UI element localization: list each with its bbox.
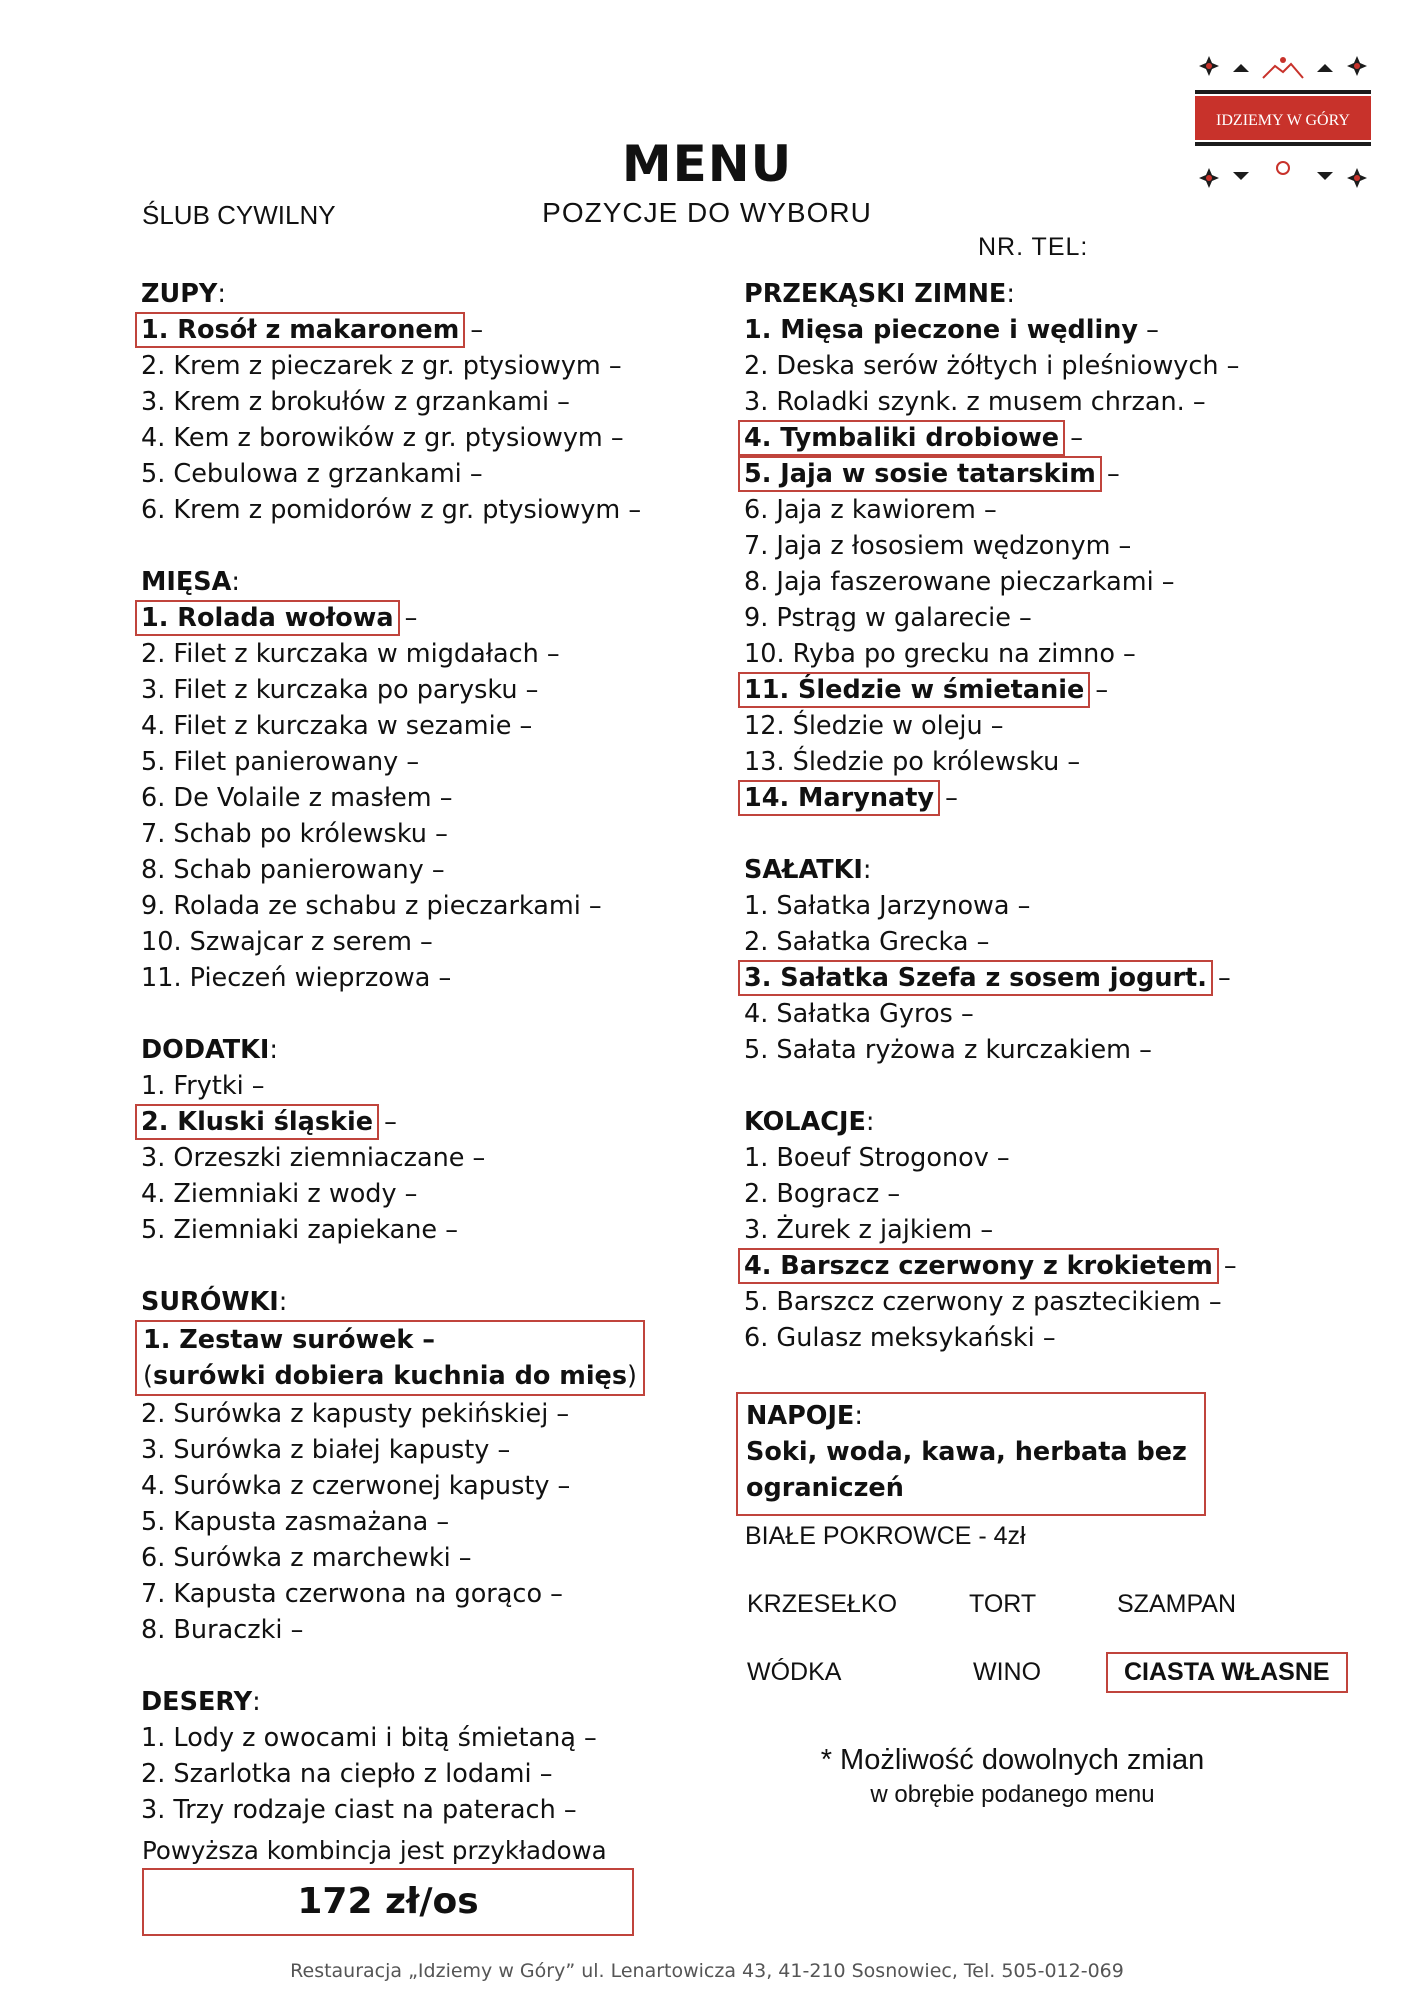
menu-item: 14. Marynaty – bbox=[744, 780, 1364, 816]
menu-item-label: 2. Szarlotka na ciepło z lodami bbox=[141, 1759, 532, 1789]
menu-item-label: 2. Bogracz bbox=[744, 1179, 880, 1209]
menu-item-label: 6. Krem z pomidorów z gr. ptysiowym bbox=[141, 495, 621, 525]
menu-item: 2. Deska serów żółtych i pleśniowych – bbox=[744, 351, 1240, 381]
menu-item-label: 8. Jaja faszerowane pieczarkami bbox=[744, 567, 1154, 597]
menu-item: 4. Barszcz czerwony z krokietem – bbox=[744, 1248, 1364, 1284]
menu-item: 4. Ziemniaki z wody – bbox=[141, 1179, 418, 1209]
menu-item: 4. Tymbaliki drobiowe – bbox=[744, 420, 1364, 456]
menu-item: 3. Trzy rodzaje ciast na paterach – bbox=[141, 1795, 577, 1825]
menu-item-label: 4. Ziemniaki z wody bbox=[141, 1179, 397, 1209]
drinks-heading: NAPOJE bbox=[746, 1401, 855, 1431]
section-salatki: SAŁATKI: 1. Sałatka Jarzynowa – 2. Sałatka Grecka – 3. Sałatka Szefa z sosem jogurt. – 4. Sałatka Gyros – 5. Sałata ryżowa z kurczakiem – bbox=[744, 852, 1364, 1068]
menu-item: 2. Bogracz – bbox=[744, 1179, 901, 1209]
menu-item-label: 3. Krem z brokułów z grzankami bbox=[141, 387, 550, 417]
menu-item: 7. Kapusta czerwona na gorąco – bbox=[141, 1579, 563, 1609]
menu-item-label: 4. Filet z kurczaka w sezamie bbox=[141, 711, 512, 741]
right-sections bbox=[744, 276, 1364, 1356]
phone-label: NR. TEL: bbox=[978, 233, 1089, 261]
menu-item-label: 5. Ziemniaki zapiekane bbox=[141, 1215, 438, 1245]
section-przekaski-zimne: PRZEKĄSKI ZIMNE: 1. Mięsa pieczone i wędliny – 2. Deska serów żółtych i pleśniowych – 3. Roladki szynk. z musem chrzan. – 4. Tymbaliki drobiowe – 5. Jaja w sosie tatarskim – 6. Jaja z kawiorem – 7. Jaja z łososiem wędzonym – 8. Jaja faszerowane pieczarkami – 9. Pstrąg w galarecie – 10. Ryba po grecku na zimno – 11. Śledzie w śmietanie – 12. Śledzie w oleju – 13. Śledzie po królewsku – 14. Marynaty – bbox=[744, 276, 1364, 816]
menu-item: 10. Szwajcar z serem – bbox=[141, 927, 433, 957]
example-note: Powyższa kombincja jest przykładowa bbox=[142, 1836, 607, 1865]
menu-item-label: 1. Mięsa pieczone i wędliny bbox=[744, 315, 1139, 345]
menu-column-left bbox=[141, 276, 701, 1864]
note-line-2: w obrębie podanego menu bbox=[870, 1781, 1155, 1808]
menu-item-label: 1. Lody z owocami i bitą śmietaną bbox=[141, 1723, 576, 1753]
menu-item: 2. Kluski śląskie – bbox=[141, 1104, 701, 1140]
section-kolacje: KOLACJE: 1. Boeuf Strogonov – 2. Bogracz – 3. Żurek z jajkiem – 4. Barszcz czerwony z krokietem – 5. Barszcz czerwony z pasztecikiem – 6. Gulasz meksykański – bbox=[744, 1104, 1364, 1356]
menu-item-label: 11. Śledzie w śmietanie bbox=[741, 675, 1087, 705]
menu-item: 8. Jaja faszerowane pieczarkami – bbox=[744, 567, 1175, 597]
menu-item-label: 3. Żurek z jajkiem bbox=[744, 1215, 973, 1245]
page-title: MENU bbox=[621, 135, 793, 193]
menu-item: 6. De Volaile z masłem – bbox=[141, 783, 453, 813]
menu-item: 3. Krem z brokułów z grzankami – bbox=[141, 387, 570, 417]
menu-item: 2. Surówka z kapusty pekińskiej – bbox=[141, 1399, 570, 1429]
footer-address: Restauracja „Idziemy w Góry” ul. Lenartowicza 43, 41-210 Sosnowiec, Tel. 505-012-069 bbox=[290, 1960, 1124, 1982]
menu-item-label: 4. Barszcz czerwony z krokietem bbox=[741, 1251, 1216, 1281]
menu-item-label: 2. Surówka z kapusty pekińskiej bbox=[141, 1399, 549, 1429]
menu-item-label: 13. Śledzie po królewsku bbox=[744, 747, 1060, 777]
menu-item: 1. Mięsa pieczone i wędliny – bbox=[744, 315, 1159, 345]
menu-item-label: 3. Surówka z białej kapusty bbox=[141, 1435, 490, 1465]
menu-item: 1. Rolada wołowa – bbox=[141, 600, 701, 636]
menu-item: 1. Zestaw surówek – (surówki dobiera kuchnia do mięs) bbox=[141, 1320, 701, 1396]
menu-item: 12. Śledzie w oleju – bbox=[744, 711, 1004, 741]
menu-item-label: 10. Szwajcar z serem bbox=[141, 927, 412, 957]
menu-item: 6. Gulasz meksykański – bbox=[744, 1323, 1056, 1353]
menu-item: 3. Surówka z białej kapusty – bbox=[141, 1435, 511, 1465]
menu-item-label: 6. Surówka z marchewki bbox=[141, 1543, 451, 1573]
section-heading: DESERY bbox=[141, 1687, 253, 1717]
menu-item: 4. Filet z kurczaka w sezamie – bbox=[141, 711, 533, 741]
menu-item-label: 7. Schab po królewsku bbox=[141, 819, 427, 849]
menu-item: 6. Jaja z kawiorem – bbox=[744, 495, 997, 525]
menu-item-label: 4. Kem z borowików z gr. ptysiowym bbox=[141, 423, 603, 453]
menu-item-label: 3. Trzy rodzaje ciast na paterach bbox=[141, 1795, 556, 1825]
menu-item: 5. Sałata ryżowa z kurczakiem – bbox=[744, 1035, 1152, 1065]
menu-item-label: 5. Barszcz czerwony z pasztecikiem bbox=[744, 1287, 1201, 1317]
menu-item-label: 4. Tymbaliki drobiowe bbox=[741, 423, 1062, 453]
menu-item-label: 6. Gulasz meksykański bbox=[744, 1323, 1035, 1353]
menu-item-label: 1. Boeuf Strogonov bbox=[744, 1143, 989, 1173]
section-heading: KOLACJE bbox=[744, 1107, 866, 1137]
page-subtitle: POZYCJE DO WYBORU bbox=[542, 197, 872, 228]
menu-item: 8. Buraczki – bbox=[141, 1615, 304, 1645]
menu-item-label: 7. Kapusta czerwona na gorąco bbox=[141, 1579, 543, 1609]
menu-item: 13. Śledzie po królewsku – bbox=[744, 747, 1081, 777]
menu-item: 2. Filet z kurczaka w migdałach – bbox=[141, 639, 560, 669]
menu-item: 7. Jaja z łososiem wędzonym – bbox=[744, 531, 1132, 561]
menu-column-right bbox=[744, 276, 1364, 1516]
menu-item: 3. Orzeszki ziemniaczane – bbox=[141, 1143, 486, 1173]
menu-item: 4. Surówka z czerwonej kapusty – bbox=[141, 1471, 571, 1501]
menu-item: 5. Barszcz czerwony z pasztecikiem – bbox=[744, 1287, 1222, 1317]
menu-item-label: 2. Krem z pieczarek z gr. ptysiowym bbox=[141, 351, 601, 381]
menu-item: 2. Szarlotka na ciepło z lodami – bbox=[141, 1759, 553, 1789]
menu-item-label: 8. Buraczki bbox=[141, 1615, 283, 1645]
menu-item-label: 1. Sałatka Jarzynowa bbox=[744, 891, 1010, 921]
menu-item-label: 3. Sałatka Szefa z sosem jogurt. bbox=[741, 963, 1210, 993]
covers-info: BIAŁE POKROWCE - 4zł bbox=[745, 1522, 1026, 1550]
section-miesa: MIĘSA: 1. Rolada wołowa – 2. Filet z kurczaka w migdałach – 3. Filet z kurczaka po parysku – 4. Filet z kurczaka w sezamie – 5. Filet panierowany – 6. De Volaile z masłem – 7. Schab po królewsku – 8. Schab panierowany – 9. Rolada ze schabu z pieczarkami – 10. Szwajcar z serem – 11. Pieczeń wieprzowa – bbox=[141, 564, 701, 996]
drinks-box: NAPOJE: Soki, woda, kawa, herbata bez ograniczeń bbox=[736, 1392, 1206, 1516]
section-zupy: ZUPY: 1. Rosół z makaronem – 2. Krem z pieczarek z gr. ptysiowym – 3. Krem z brokułów z grzankami – 4. Kem z borowików z gr. ptysiowym – 5. Cebulowa z grzankami – 6. Krem z pomidorów z gr. ptysiowym – bbox=[141, 276, 701, 528]
menu-item-label: 9. Rolada ze schabu z pieczarkami bbox=[141, 891, 581, 921]
menu-item: 2. Krem z pieczarek z gr. ptysiowym – bbox=[141, 351, 622, 381]
menu-item-label: 3. Roladki szynk. z musem chrzan. bbox=[744, 387, 1185, 417]
menu-item: 1. Rosół z makaronem – bbox=[141, 312, 701, 348]
section-surowki: SURÓWKI: 1. Zestaw surówek – (surówki dobiera kuchnia do mięs) 2. Surówka z kapusty pekińskiej – 3. Surówka z białej kapusty – 4. Surówka z czerwonej kapusty – 5. Kapusta zasmażana – 6. Surówka z marchewki – 7. Kapusta czerwona na gorąco – 8. Buraczki – bbox=[141, 1284, 701, 1648]
menu-item: 9. Rolada ze schabu z pieczarkami – bbox=[141, 891, 602, 921]
section-heading: ZUPY bbox=[141, 279, 218, 309]
menu-item-label: 14. Marynaty bbox=[741, 783, 937, 813]
menu-item: 7. Schab po królewsku – bbox=[141, 819, 448, 849]
ceremony-type: ŚLUB CYWILNY bbox=[142, 200, 336, 230]
extra-vodka: WÓDKA bbox=[747, 1658, 842, 1686]
menu-item: 5. Kapusta zasmażana – bbox=[141, 1507, 450, 1537]
section-dodatki: DODATKI: 1. Frytki – 2. Kluski śląskie – 3. Orzeszki ziemniaczane – 4. Ziemniaki z wody – 5. Ziemniaki zapiekane – bbox=[141, 1032, 701, 1248]
menu-item-label: 1. Rolada wołowa bbox=[138, 603, 397, 633]
section-heading: DODATKI bbox=[141, 1035, 270, 1065]
extra-champagne: SZAMPAN bbox=[1117, 1590, 1236, 1618]
section-desery: DESERY: 1. Lody z owocami i bitą śmietaną – 2. Szarlotka na ciepło z lodami – 3. Trzy rodzaje ciast na paterach – bbox=[141, 1684, 701, 1828]
menu-item-label: 5. Cebulowa z grzankami bbox=[141, 459, 462, 489]
menu-item-label: 9. Pstrąg w galarecie bbox=[744, 603, 1011, 633]
menu-item: 3. Roladki szynk. z musem chrzan. – bbox=[744, 387, 1206, 417]
menu-item-label: 1. Rosół z makaronem bbox=[138, 315, 462, 345]
menu-item-label: 5. Filet panierowany bbox=[141, 747, 399, 777]
menu-item: 1. Frytki – bbox=[141, 1071, 265, 1101]
section-heading: SURÓWKI bbox=[141, 1287, 279, 1317]
menu-item: 5. Ziemniaki zapiekane – bbox=[141, 1215, 458, 1245]
section-heading: MIĘSA bbox=[141, 567, 232, 597]
menu-item-label: 5. Jaja w sosie tatarskim bbox=[741, 459, 1099, 489]
price-box: 172 zł/os bbox=[142, 1868, 634, 1936]
menu-item: 2. Sałatka Grecka – bbox=[744, 927, 990, 957]
menu-item: 9. Pstrąg w galarecie – bbox=[744, 603, 1032, 633]
menu-item: 3. Żurek z jajkiem – bbox=[744, 1215, 994, 1245]
menu-item-label: 4. Surówka z czerwonej kapusty bbox=[141, 1471, 550, 1501]
menu-item-label: 2. Kluski śląskie bbox=[138, 1107, 376, 1137]
menu-item: 11. Śledzie w śmietanie – bbox=[744, 672, 1364, 708]
menu-item: 3. Sałatka Szefa z sosem jogurt. – bbox=[744, 960, 1364, 996]
extra-chair: KRZESEŁKO bbox=[747, 1590, 898, 1618]
menu-item: 4. Sałatka Gyros – bbox=[744, 999, 974, 1029]
menu-item: 11. Pieczeń wieprzowa – bbox=[141, 963, 452, 993]
logo-text: IDZIEMY W GÓRY bbox=[1216, 112, 1350, 129]
note-line-1: * Możliwość dowolnych zmian bbox=[820, 1744, 1205, 1776]
menu-item-label: 6. Jaja z kawiorem bbox=[744, 495, 976, 525]
menu-item: 5. Jaja w sosie tatarskim – bbox=[744, 456, 1364, 492]
menu-item-label: 2. Sałatka Grecka bbox=[744, 927, 969, 957]
menu-item-label: 11. Pieczeń wieprzowa bbox=[141, 963, 431, 993]
extra-own-cakes: CIASTA WŁASNE bbox=[1106, 1652, 1348, 1693]
menu-item-label: 12. Śledzie w oleju bbox=[744, 711, 983, 741]
menu-item: 3. Filet z kurczaka po parysku – bbox=[141, 675, 539, 705]
section-heading: SAŁATKI bbox=[744, 855, 863, 885]
menu-item-label: 6. De Volaile z masłem bbox=[141, 783, 432, 813]
menu-item-label: 8. Schab panierowany bbox=[141, 855, 424, 885]
menu-item: 1. Sałatka Jarzynowa – bbox=[744, 891, 1031, 921]
menu-item: 6. Krem z pomidorów z gr. ptysiowym – bbox=[141, 495, 642, 525]
menu-item-label: 5. Kapusta zasmażana bbox=[141, 1507, 429, 1537]
menu-item-label: 7. Jaja z łososiem wędzonym bbox=[744, 531, 1111, 561]
menu-item: 1. Boeuf Strogonov – bbox=[744, 1143, 1010, 1173]
menu-item: 5. Cebulowa z grzankami – bbox=[141, 459, 483, 489]
menu-item: 4. Kem z borowików z gr. ptysiowym – bbox=[141, 423, 624, 453]
menu-item-label: 2. Filet z kurczaka w migdałach bbox=[141, 639, 539, 669]
changes-note bbox=[745, 1744, 1280, 1809]
menu-item: 10. Ryba po grecku na zimno – bbox=[744, 639, 1136, 669]
drinks-text: Soki, woda, kawa, herbata bez ograniczeń bbox=[746, 1437, 1187, 1503]
menu-item-label: 5. Sałata ryżowa z kurczakiem bbox=[744, 1035, 1131, 1065]
menu-item-label: 1. Zestaw surówek bbox=[143, 1325, 414, 1355]
menu-item-label: 3. Orzeszki ziemniaczane bbox=[141, 1143, 465, 1173]
section-heading: PRZEKĄSKI ZIMNE bbox=[744, 279, 1007, 309]
menu-item-label: 1. Frytki bbox=[141, 1071, 244, 1101]
menu-item-label: 10. Ryba po grecku na zimno bbox=[744, 639, 1115, 669]
menu-item: 6. Surówka z marchewki – bbox=[141, 1543, 472, 1573]
menu-item-label: 4. Sałatka Gyros bbox=[744, 999, 953, 1029]
menu-item: 1. Lody z owocami i bitą śmietaną – bbox=[141, 1723, 597, 1753]
menu-item-note: surówki dobiera kuchnia do mięs bbox=[152, 1361, 628, 1391]
menu-item: 5. Filet panierowany – bbox=[141, 747, 420, 777]
menu-item-label: 3. Filet z kurczaka po parysku bbox=[141, 675, 518, 705]
menu-item-label: 2. Deska serów żółtych i pleśniowych bbox=[744, 351, 1219, 381]
extra-cake: TORT bbox=[969, 1590, 1037, 1618]
menu-item: 8. Schab panierowany – bbox=[141, 855, 445, 885]
extra-wine: WINO bbox=[973, 1658, 1042, 1686]
